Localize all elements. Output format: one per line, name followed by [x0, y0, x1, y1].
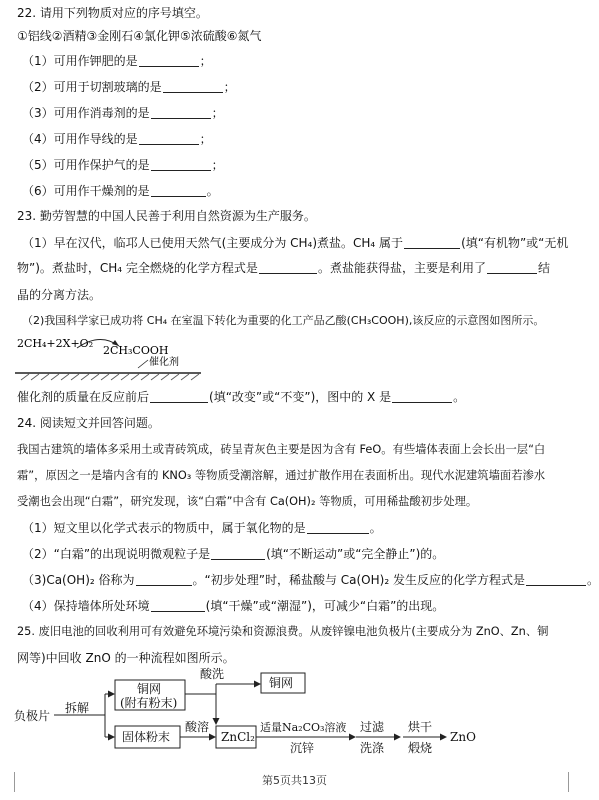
- reactant-label: 2CH₄+2X+O₂: [17, 337, 94, 350]
- flow-step-precipitate: 沉锌: [290, 741, 315, 755]
- reaction-diagram: [15, 334, 205, 386]
- catalyst-hatching: [21, 374, 199, 380]
- answer-blank[interactable]: [211, 547, 265, 560]
- catalyst-label: 催化剂: [149, 357, 179, 368]
- answer-blank[interactable]: [151, 599, 205, 612]
- q23-line: （1）早在汉代，临邛人已使用天然气(主要成分为 CH₄)煮盐。CH₄ 属于 (填“有机物”或“无机: [22, 236, 569, 250]
- q24-passage-line: 受潮也会出现“白霜”，研究发现，该“白霜”中含有 Ca(OH)₂ 等物质，可用稀盐酸初步处理。: [17, 495, 478, 508]
- q25-stem: 25. 废旧电池的回收利用可有效避免环境污染和资源浪费。从废锌镍电池负极片(主要成分为 ZnO、Zn、铜: [17, 625, 549, 638]
- flow-step-dry: 烘干: [408, 720, 433, 734]
- flow-step-dismantle: 拆解: [65, 701, 90, 715]
- answer-blank[interactable]: [150, 390, 208, 403]
- q22-stem: 22. 请用下列物质对应的序号填空。: [17, 6, 208, 20]
- q22-item: （1）可用作钾肥的是 ；: [22, 54, 212, 68]
- answer-blank[interactable]: [487, 261, 537, 274]
- q23-line: （2)我国科学家已成功将 CH₄ 在室温下转化为重要的化工产品乙酸(CH₃COOH),该反应的示意图如图所示。: [22, 314, 545, 327]
- answer-blank[interactable]: [392, 390, 452, 403]
- q23-line: 催化剂的质量在反应前后 (填“改变”或“不变”)，图中的 X 是 。: [17, 390, 466, 404]
- page-footer: 第5页共13页: [262, 774, 327, 787]
- q24-passage-line: 霜”，原因之一是墙内含有的 KNO₃ 等物质受潮溶解，通过扩散作用在表面析出。现代水泥建筑墙面若渗水: [17, 469, 546, 482]
- q24-stem: 24. 阅读短文并回答问题。: [17, 416, 160, 430]
- flow-box-label: (附有粉末): [120, 696, 178, 710]
- q22-item: （5）可用作保护气的是 ；: [22, 158, 224, 172]
- answer-blank[interactable]: [139, 132, 199, 145]
- q25-stem: 网等)中回收 ZnO 的一种流程如图所示。: [17, 651, 235, 665]
- q24-line: （3)Ca(OH)₂ 俗称为 。“初步处理”时，稀盐酸与 Ca(OH)₂ 发生反应的化学方程式是 。: [22, 573, 599, 587]
- flow-product-label: ZnO: [450, 730, 476, 744]
- q22-item: （6）可用作干燥剂的是 。: [22, 184, 219, 198]
- flow-box-label: 固体粉末: [122, 730, 171, 744]
- product-label: 2CH₃COOH: [103, 344, 169, 357]
- flow-step-calcine: 煅烧: [408, 741, 433, 755]
- answer-blank[interactable]: [404, 236, 460, 249]
- q22-options: ①铝线②酒精③金刚石④氯化钾⑤浓硫酸⑥氮气: [17, 29, 262, 43]
- q24-line: （1）短文里以化学式表示的物质中，属于氧化物的是 。: [22, 521, 382, 535]
- answer-blank[interactable]: [163, 80, 223, 93]
- flow-reagent-label: 适量Na₂CO₃溶液: [260, 721, 347, 734]
- answer-blank[interactable]: [151, 184, 206, 197]
- q24-passage-line: 我国古建筑的墙体多采用土或青砖筑成，砖呈青灰色主要是因为含有 FeO。有些墙体表面上会长出一层“白: [17, 443, 546, 456]
- process-flow-diagram: [10, 667, 490, 760]
- answer-blank[interactable]: [151, 158, 211, 171]
- flow-box-label: ZnCl₂: [221, 730, 255, 744]
- answer-blank[interactable]: [307, 521, 369, 534]
- answer-blank[interactable]: [526, 573, 586, 586]
- q22-item: （3）可用作消毒剂的是 ；: [22, 106, 224, 120]
- flow-box-label: 铜网: [137, 682, 162, 696]
- answer-blank[interactable]: [259, 261, 317, 274]
- q24-line: （4）保持墙体所处环境 (填“干燥”或“潮湿”)，可减少“白霜”的出现。: [22, 599, 445, 613]
- answer-blank[interactable]: [139, 54, 199, 67]
- answer-blank[interactable]: [151, 106, 211, 119]
- flow-step-wash: 洗涤: [360, 741, 385, 755]
- flow-step-filter: 过滤: [360, 720, 385, 734]
- answer-blank[interactable]: [136, 573, 192, 586]
- flow-box-label: 铜网: [269, 676, 294, 690]
- q24-line: （2）“白霜”的出现说明微观粒子是 (填“不断运动”或“完全静止”)的。: [22, 547, 445, 561]
- flow-step-acid-dissolve: 酸溶: [185, 720, 210, 734]
- q22-item: （2）可用于切割玻璃的是 ；: [22, 80, 236, 94]
- q22-item: （4）可用作导线的是 ；: [22, 132, 212, 146]
- flow-step-acid-wash: 酸洗: [200, 667, 225, 681]
- q23-stem: 23. 勤劳智慧的中国人民善于利用自然资源为生产服务。: [17, 209, 316, 223]
- flow-start-label: 负极片: [14, 709, 51, 723]
- catalyst-pointer: [138, 360, 148, 368]
- q23-line: 晶的分离方法。: [17, 288, 102, 302]
- q23-line: 物”)。煮盐时，CH₄ 完全燃烧的化学方程式是 。煮盐能获得盐，主要是利用了 结: [17, 261, 550, 275]
